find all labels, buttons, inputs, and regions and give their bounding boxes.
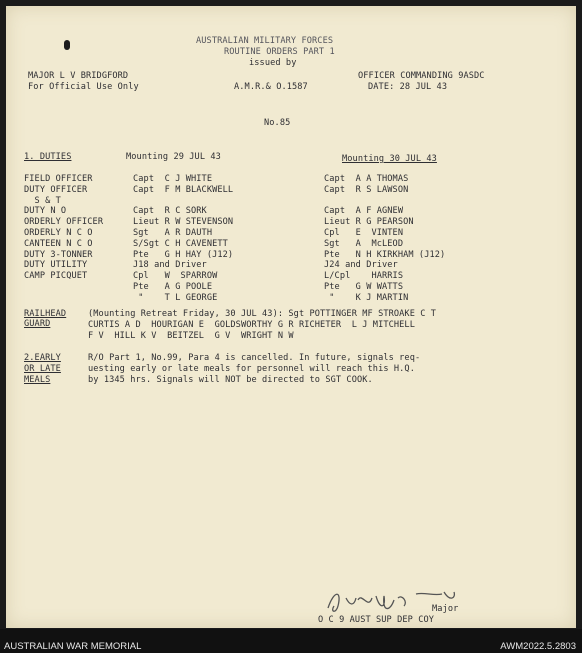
duty-assignee-day1: Cpl W SPARROW: [133, 271, 218, 282]
meals-line-2: uesting early or late meals for personnel will reach this H.Q.: [88, 364, 415, 374]
meals-line-1: R/O Part 1, No.99, Para 4 is cancelled. In future, signals req-: [88, 353, 421, 363]
duty-name: ORDERLY OFFICER: [24, 217, 104, 228]
railhead-line-2: CURTIS A D HOURIGAN E GOLDSWORTHY G R RICHETER L J MITCHELL: [88, 320, 415, 330]
document-sheet: [6, 6, 576, 628]
railhead-line-3: F V HILL K V BEITZEL G V WRIGHT N W: [88, 331, 294, 341]
signoff-rank: Major: [432, 604, 459, 614]
header-line1: AUSTRALIAN MILITARY FORCES: [196, 36, 334, 46]
header-center: A.M.R.& O.1587: [234, 82, 308, 92]
duty-assignee-day1: Lieut R W STEVENSON: [133, 217, 234, 228]
mounting-date-2: Mounting 30 JUL 43: [342, 154, 437, 164]
mounting-date-1: Mounting 29 JUL 43: [126, 152, 221, 162]
duty-assignee-day2: Pte N H KIRKHAM (J12): [324, 249, 446, 260]
duty-assignee-day1: S/Sgt C H CAVENETT: [133, 238, 228, 249]
duty-name: ORDERLY N C O: [24, 228, 93, 238]
duty-assignee-day1: J18 and Driver: [133, 260, 207, 271]
duty-assignee-day2: Sgt A McLEOD: [324, 238, 404, 249]
header-left1: MAJOR L V BRIDGFORD: [28, 71, 129, 81]
duty-assignee-day2: Pte G W WATTS: [324, 282, 404, 292]
duty-name: CAMP PICQUET: [24, 271, 88, 282]
duty-assignee-day1: Capt R C SORK: [133, 206, 207, 217]
duties-heading: 1. DUTIES: [24, 152, 72, 162]
duty-name: S & T: [24, 195, 61, 206]
duty-assignee-day2: Cpl E VINTEN: [324, 228, 404, 238]
duty-name: DUTY OFFICER: [24, 184, 88, 195]
railhead-line-1: (Mounting Retreat Friday, 30 JUL 43): Sgt POTTINGER MF STROAKE C T: [88, 309, 437, 319]
duty-assignee-day1: Capt C J WHITE: [133, 174, 213, 184]
meals-label-1: 2.EARLY: [24, 353, 61, 363]
duty-name: CANTEEN N C O: [24, 238, 93, 249]
footer-institution: AUSTRALIAN WAR MEMORIAL: [4, 641, 142, 652]
duty-name: FIELD OFFICER: [24, 174, 93, 184]
duty-assignee-day2: Lieut R G PEARSON: [324, 217, 414, 228]
duty-assignee-day1: Pte G H HAY (J12): [133, 249, 234, 260]
header-right2: DATE: 28 JUL 43: [368, 82, 448, 92]
order-number: No.85: [264, 118, 291, 128]
header-line2: ROUTINE ORDERS PART 1: [224, 47, 335, 57]
duty-name: DUTY 3-TONNER: [24, 249, 93, 260]
duty-assignee-day2: Capt R S LAWSON: [324, 184, 409, 195]
meals-label-2: OR LATE: [24, 364, 61, 374]
meals-line-3: by 1345 hrs. Signals will NOT be directed to SGT COOK.: [88, 375, 373, 385]
duty-assignee-day2: Capt A A THOMAS: [324, 174, 409, 184]
header-left2: For Official Use Only: [28, 82, 139, 92]
duty-assignee-day1: " T L GEORGE: [133, 292, 218, 303]
duty-assignee-day2: " K J MARTIN: [324, 292, 409, 303]
duty-assignee-day2: Capt A F AGNEW: [324, 206, 404, 217]
duty-assignee-day1: Capt F M BLACKWELL: [133, 184, 234, 195]
footer-accession-number: AWM2022.5.2803: [500, 641, 576, 652]
duty-assignee-day1: Sgt A R DAUTH: [133, 228, 213, 238]
duty-name: DUTY N O: [24, 206, 67, 217]
railhead-label-2: GUARD: [24, 319, 51, 329]
archive-footer: [0, 629, 582, 653]
duty-assignee-day2: J24 and Driver: [324, 260, 398, 271]
header-right1: OFFICER COMMANDING 9ASDC: [358, 71, 485, 81]
header-line3: issued by: [249, 58, 297, 68]
signoff-unit: O C 9 AUST SUP DEP COY: [318, 615, 435, 625]
punch-hole: [64, 40, 70, 50]
railhead-label-1: RAILHEAD: [24, 309, 67, 319]
handwritten-signature: [324, 586, 494, 616]
duty-assignee-day1: Pte A G POOLE: [133, 282, 213, 292]
duty-name: DUTY UTILITY: [24, 260, 88, 271]
duty-assignee-day2: L/Cpl HARRIS: [324, 271, 404, 282]
meals-label-3: MEALS: [24, 375, 51, 385]
